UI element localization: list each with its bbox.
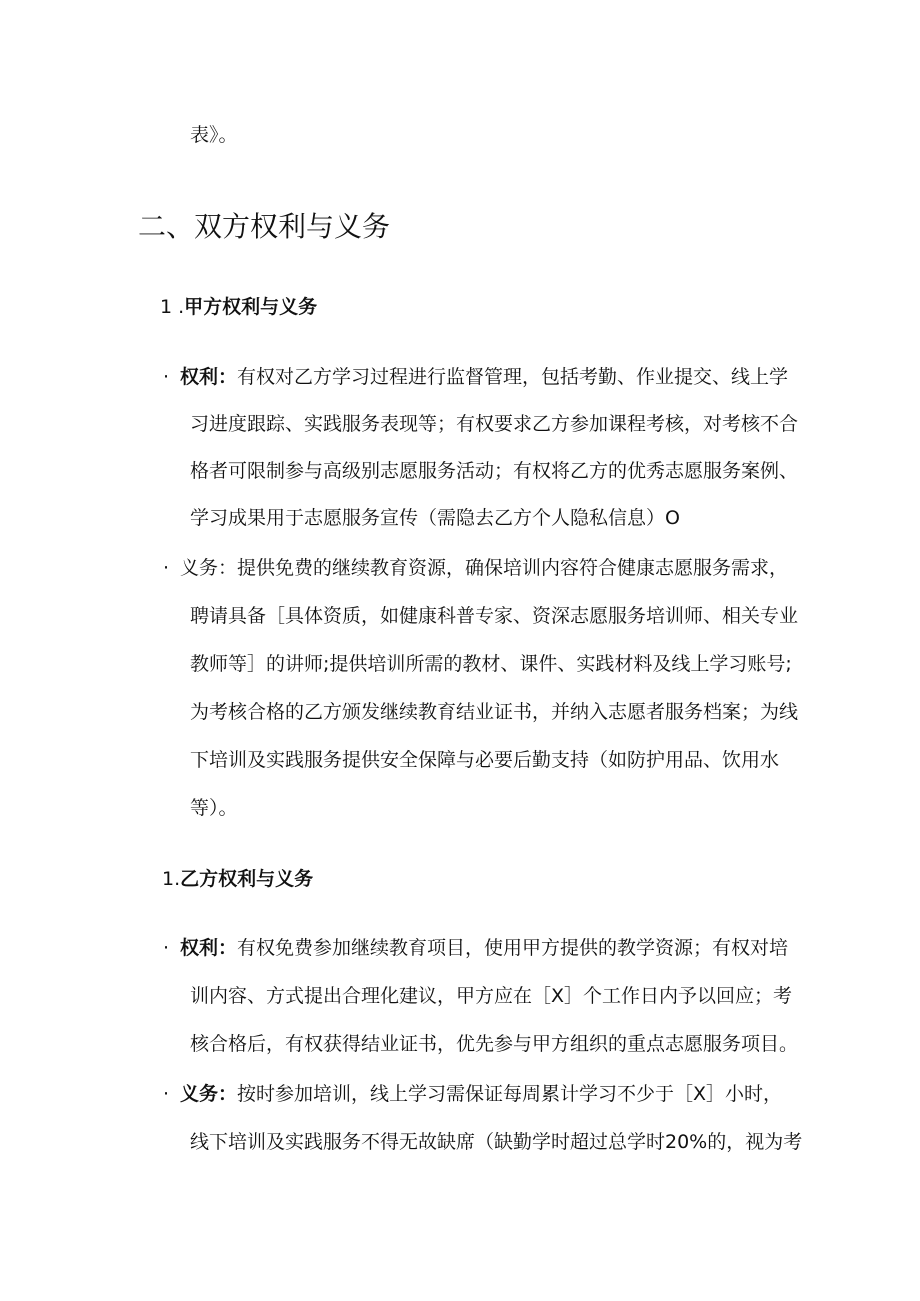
bullet-party-b-duties: · (163, 1083, 170, 1105)
party-a-rights-label: 权利： (180, 366, 238, 388)
party-a-heading (160, 292, 317, 322)
party-b-rights-label: 权利： (180, 937, 238, 959)
party-a-rights-line: 学习成果用于志愿服务宣传（需隐去乙方个人隐私信息）O (190, 507, 680, 529)
party-a-heading-text: 甲方权利与义务 (184, 296, 318, 318)
party-a-rights-line: 习进度跟踪、实践服务表现等；有权要求乙方参加课程考核，对考核不合 (190, 413, 799, 435)
party-a-duties-text: 提供免费的继续教育资源，确保培训内容符合健康志愿服务需求， (237, 557, 789, 579)
party-b-rights-line: 核合格后，有权获得结业证书，优先参与甲方组织的重点志愿服务项目。 (190, 1033, 799, 1055)
party-b-rights-line: 训内容、方式提出合理化建议，甲方应在［X］个工作日内予以回应；考 (190, 985, 793, 1007)
party-b-heading (162, 864, 313, 894)
party-b-duties-label: 义务： (180, 1083, 238, 1105)
party-a-rights-line: 格者可限制参与高级别志愿服务活动；有权将乙方的优秀志愿服务案例、 (190, 460, 799, 482)
bullet-party-a-rights: · (163, 366, 170, 388)
party-b-duties-text: 按时参加培训，线上学习需保证每周累计学习不少于［X］小时， (237, 1083, 783, 1105)
party-a-rights-line (180, 362, 788, 392)
continuation-text: 表》。 (190, 124, 238, 146)
party-a-heading-number: 1 . (160, 296, 185, 318)
party-a-duties-line: 教师等］的讲师;提供培训所需的教材、课件、实践材料及线上学习账号; (190, 653, 792, 675)
party-b-rights-text: 有权免费参加继续教育项目，使用甲方提供的教学资源；有权对培 (237, 937, 789, 959)
party-a-duties-line: 为考核合格的乙方颁发继续教育结业证书，并纳入志愿者服务档案；为线 (190, 701, 799, 723)
section-heading: 二、双方权利与义务 (138, 210, 391, 243)
party-a-duties-line: 聘请具备［具体资质，如健康科普专家、资深志愿服务培训师、相关专业 (190, 605, 799, 627)
party-b-duties-line (180, 1079, 782, 1109)
party-b-heading-text: 乙方权利与义务 (180, 868, 314, 890)
party-a-rights-text: 有权对乙方学习过程进行监督管理，包括考勤、作业提交、线上学 (237, 366, 789, 388)
party-b-rights-line (180, 933, 788, 963)
party-a-duties-line (180, 553, 788, 583)
bullet-party-a-duties: · (163, 557, 170, 579)
party-b-heading-number: 1. (162, 868, 181, 890)
bullet-party-b-rights: · (163, 937, 170, 959)
party-a-duties-line: 下培训及实践服务提供安全保障与必要后勤支持（如防护用品、饮用水 (190, 749, 780, 771)
party-a-duties-line: 等）。 (190, 797, 238, 819)
party-b-duties-line: 线下培训及实践服务不得无故缺席（缺勤学时超过总学时20%的，视为考 (190, 1131, 803, 1153)
party-a-duties-label: 义务： (180, 557, 238, 579)
